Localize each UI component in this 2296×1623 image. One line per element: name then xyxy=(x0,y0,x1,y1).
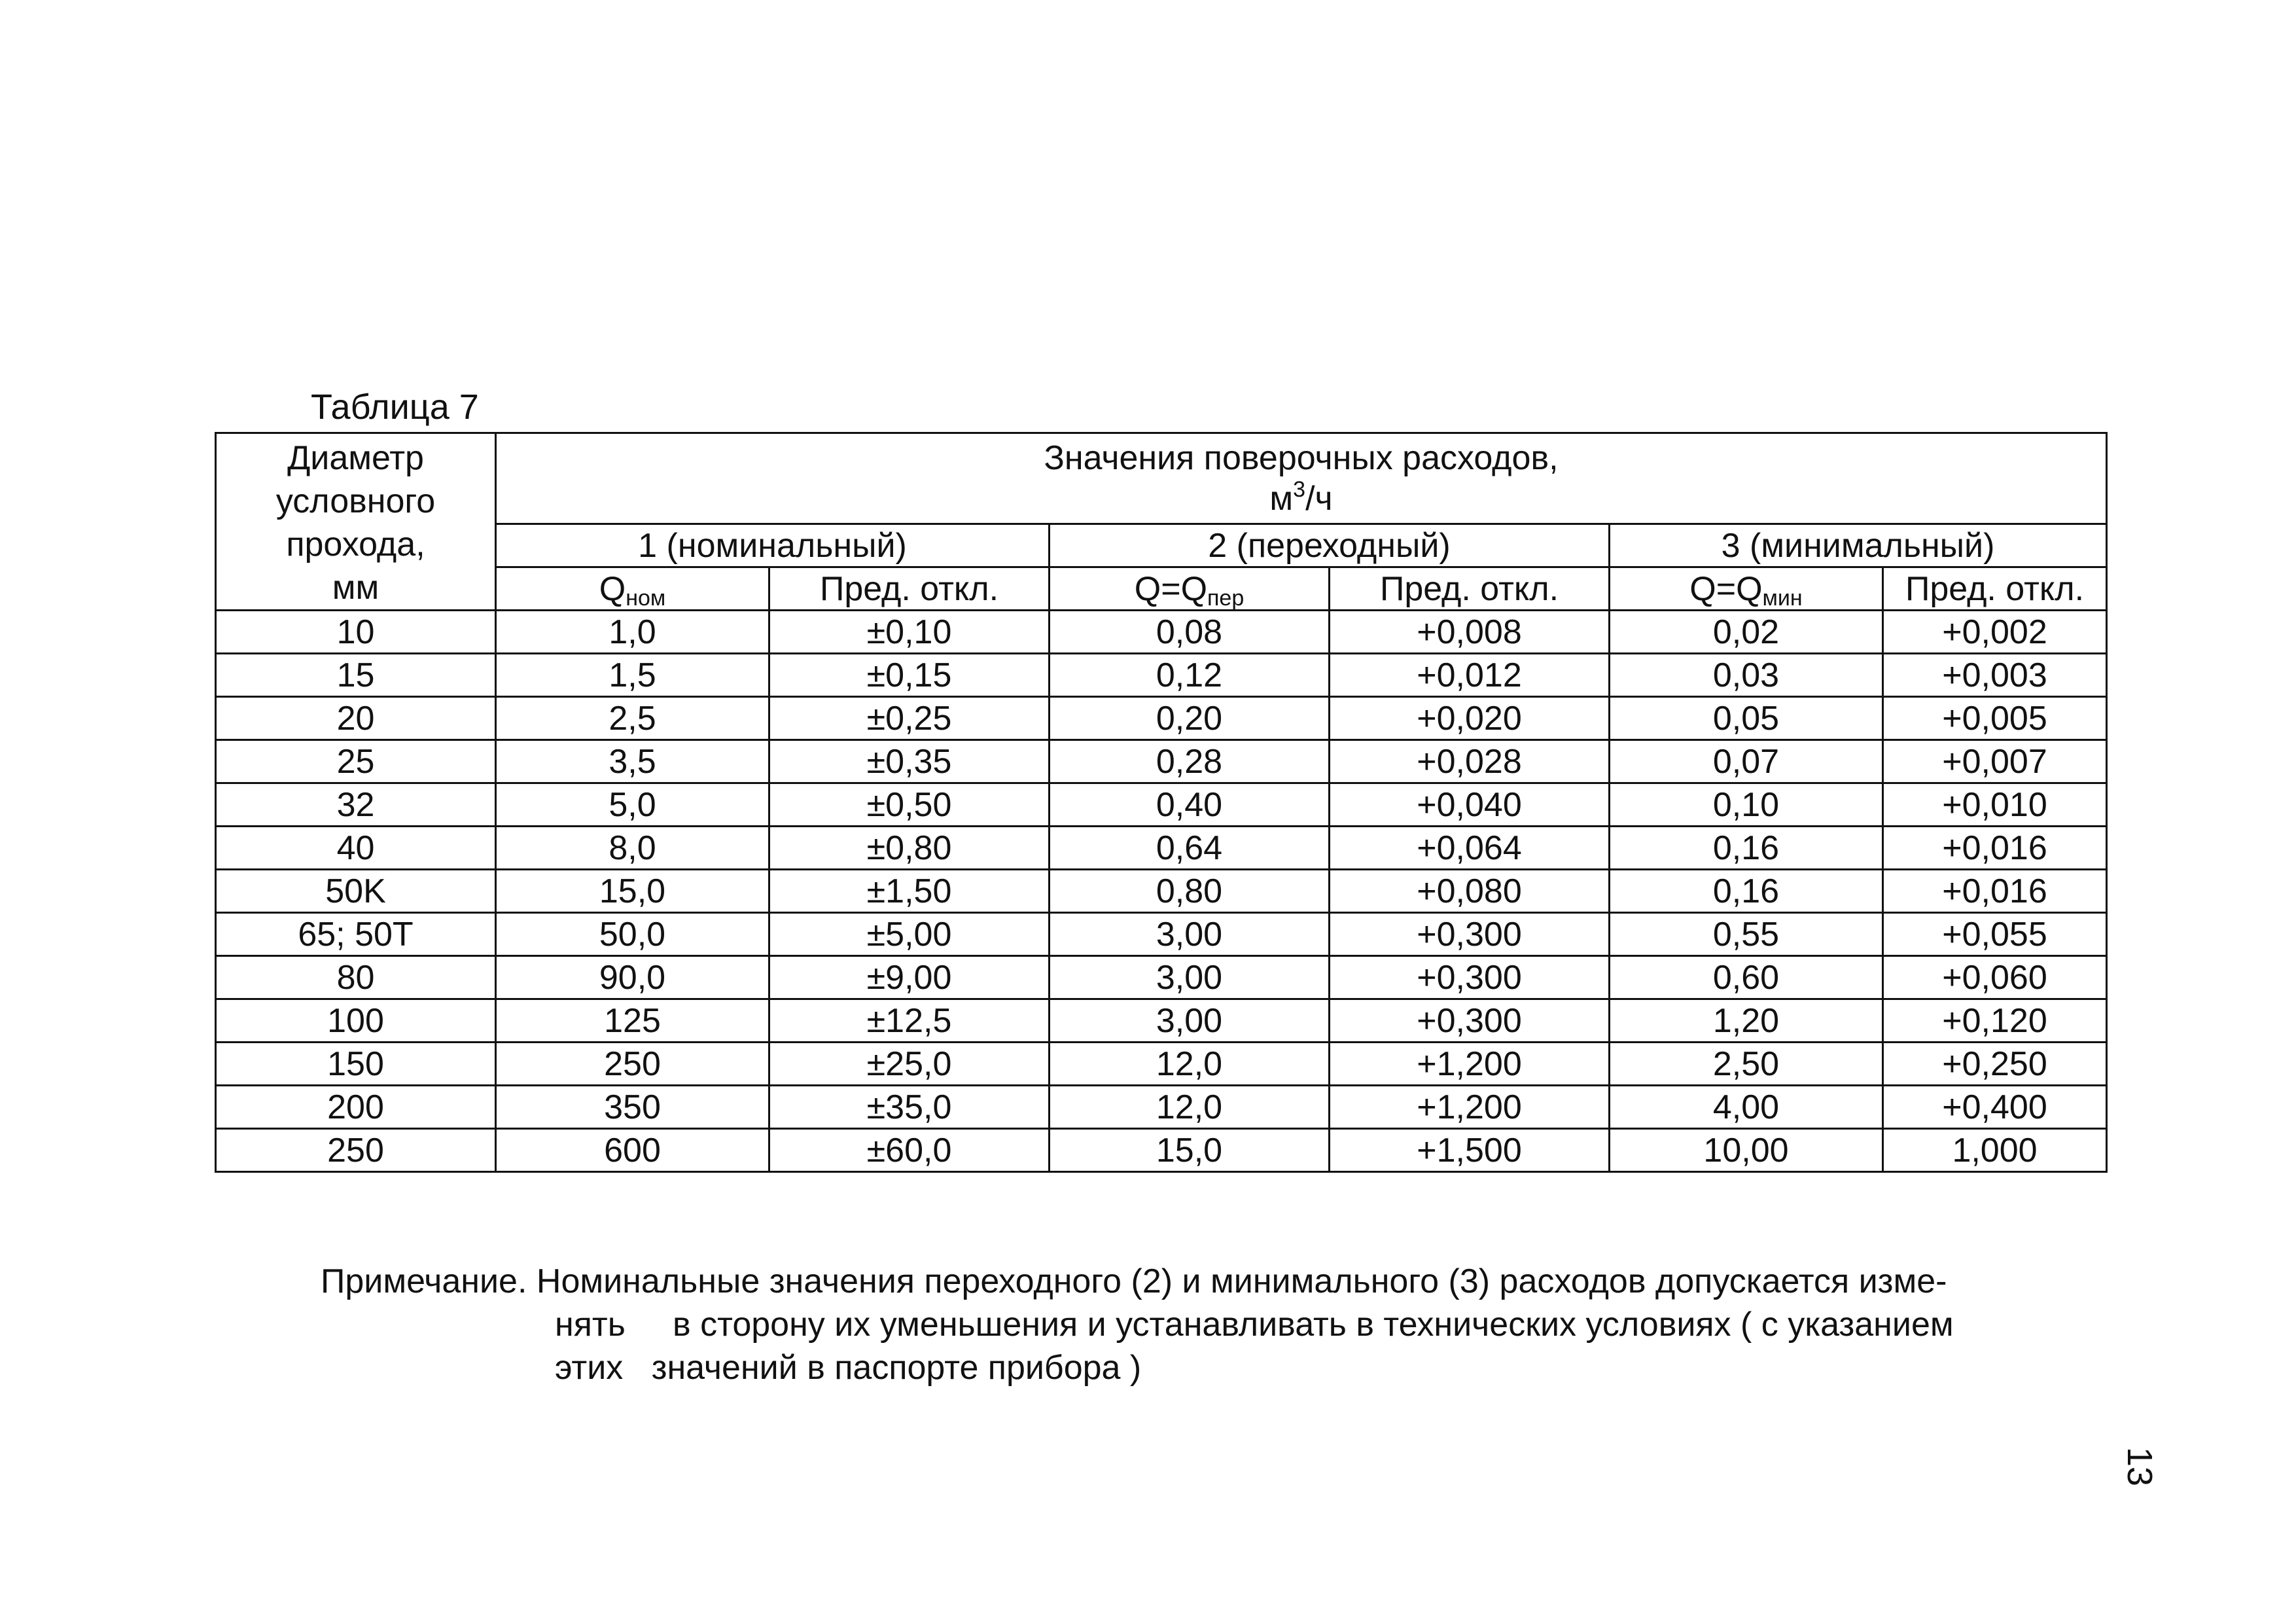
cell-dev-min: +0,060 xyxy=(1883,956,2107,999)
cell-dev-per: +0,040 xyxy=(1330,783,1610,827)
cell-dev-min: +0,120 xyxy=(1883,999,2107,1043)
header-diameter xyxy=(216,433,496,611)
cell-dev-nom: ±5,00 xyxy=(769,913,1050,956)
cell-dev-min: +0,003 xyxy=(1883,654,2107,697)
cell-dev-per: +0,300 xyxy=(1330,913,1610,956)
cell-q-nom: 3,5 xyxy=(496,740,769,783)
cell-dev-min: +0,016 xyxy=(1883,870,2107,913)
cell-dev-per: +1,200 xyxy=(1330,1043,1610,1086)
cell-dev-per: +1,500 xyxy=(1330,1129,1610,1172)
cell-q-min: 10,00 xyxy=(1610,1129,1883,1172)
page-number: 13 xyxy=(2120,1446,2160,1487)
header-unit: $м^3/ч$ xyxy=(1269,477,1333,518)
header-diameter-line: Диаметр xyxy=(287,439,424,477)
cell-q-min: 0,10 xyxy=(1610,783,1883,827)
table-row xyxy=(216,1129,2107,1172)
cell-q-nom: 8,0 xyxy=(496,827,769,870)
cell-diameter: 50K xyxy=(216,870,496,913)
cell-dev-nom: ±35,0 xyxy=(769,1086,1050,1129)
cell-dev-min: +0,250 xyxy=(1883,1043,2107,1086)
col-dev-nom: Пред. откл. xyxy=(769,567,1050,611)
cell-q-nom: 2,5 xyxy=(496,697,769,740)
cell-q-min: 0,16 xyxy=(1610,827,1883,870)
cell-q-min: 4,00 xyxy=(1610,1086,1883,1129)
cell-diameter: 10 xyxy=(216,611,496,654)
cell-q-nom: 90,0 xyxy=(496,956,769,999)
cell-dev-per: +0,012 xyxy=(1330,654,1610,697)
group-minimal: 3 (минимальный) xyxy=(1610,524,2107,567)
cell-q-nom: 125 xyxy=(496,999,769,1043)
cell-dev-per: +0,300 xyxy=(1330,999,1610,1043)
cell-diameter: 100 xyxy=(216,999,496,1043)
group-nominal: 1 (номинальный) xyxy=(496,524,1050,567)
cell-q-nom: 350 xyxy=(496,1086,769,1129)
group-transitional: 2 (переходный) xyxy=(1050,524,1610,567)
cell-dev-nom: ±25,0 xyxy=(769,1043,1050,1086)
cell-q-min: 0,55 xyxy=(1610,913,1883,956)
col-q-min: $Q=Q_{мин}$ xyxy=(1610,567,1883,611)
cell-dev-per: +1,200 xyxy=(1330,1086,1610,1129)
table-row xyxy=(216,870,2107,913)
table-row xyxy=(216,999,2107,1043)
cell-diameter: 200 xyxy=(216,1086,496,1129)
cell-q-nom: 1,5 xyxy=(496,654,769,697)
cell-q-per: 0,28 xyxy=(1050,740,1330,783)
col-dev-min: Пред. откл. xyxy=(1883,567,2107,611)
cell-q-per: 0,20 xyxy=(1050,697,1330,740)
col-q-nom: $Q_{ном}$ xyxy=(496,567,769,611)
cell-dev-nom: ±0,50 xyxy=(769,783,1050,827)
cell-dev-nom: ±9,00 xyxy=(769,956,1050,999)
cell-q-per: 0,12 xyxy=(1050,654,1330,697)
cell-diameter: 150 xyxy=(216,1043,496,1086)
cell-dev-per: +0,080 xyxy=(1330,870,1610,913)
note-line-2: нять в сторону их уменьшения и устанавливать в технических условиях ( с указанием xyxy=(555,1306,1954,1344)
table-row xyxy=(216,956,2107,999)
table-row xyxy=(216,1043,2107,1086)
table-row xyxy=(216,611,2107,654)
cell-q-min: 0,02 xyxy=(1610,611,1883,654)
cell-q-min: 2,50 xyxy=(1610,1043,1883,1086)
cell-dev-per: +0,020 xyxy=(1330,697,1610,740)
note-label: Примечание. xyxy=(321,1262,527,1300)
cell-q-per: 3,00 xyxy=(1050,999,1330,1043)
cell-q-nom: 250 xyxy=(496,1043,769,1086)
cell-q-nom: 5,0 xyxy=(496,783,769,827)
note-line-3: этих значений в паспорте прибора ) xyxy=(555,1349,1142,1387)
cell-q-min: 0,05 xyxy=(1610,697,1883,740)
cell-q-min: 1,20 xyxy=(1610,999,1883,1043)
table-row xyxy=(216,913,2107,956)
note-line-1: Примечание. Номинальные значения переходного (2) и минимального (3) расходов допускается изме- xyxy=(321,1262,1947,1300)
cell-dev-min: +0,055 xyxy=(1883,913,2107,956)
cell-dev-nom: ±0,15 xyxy=(769,654,1050,697)
verification-flow-table xyxy=(215,432,2108,1173)
cell-q-per: 0,08 xyxy=(1050,611,1330,654)
cell-q-per: 0,40 xyxy=(1050,783,1330,827)
cell-q-min: 0,07 xyxy=(1610,740,1883,783)
cell-dev-nom: ±0,80 xyxy=(769,827,1050,870)
cell-dev-min: +0,005 xyxy=(1883,697,2107,740)
cell-dev-min: +0,002 xyxy=(1883,611,2107,654)
cell-diameter: 32 xyxy=(216,783,496,827)
table-caption: Таблица 7 xyxy=(311,387,479,427)
cell-q-min: 0,03 xyxy=(1610,654,1883,697)
table-row xyxy=(216,697,2107,740)
table-body xyxy=(216,611,2107,1172)
cell-dev-nom: ±1,50 xyxy=(769,870,1050,913)
cell-q-per: 3,00 xyxy=(1050,956,1330,999)
header-diameter-line: мм xyxy=(332,569,380,607)
cell-dev-min: 1,000 xyxy=(1883,1129,2107,1172)
header-diameter-line: условного xyxy=(275,482,436,520)
cell-q-nom: 15,0 xyxy=(496,870,769,913)
cell-dev-min: +0,007 xyxy=(1883,740,2107,783)
col-dev-per: Пред. откл. xyxy=(1330,567,1610,611)
cell-diameter: 25 xyxy=(216,740,496,783)
header-diameter-line: прохода, xyxy=(286,526,425,563)
cell-q-nom: 1,0 xyxy=(496,611,769,654)
cell-dev-per: +0,300 xyxy=(1330,956,1610,999)
table-row xyxy=(216,827,2107,870)
cell-dev-nom: ±0,25 xyxy=(769,697,1050,740)
cell-diameter: 40 xyxy=(216,827,496,870)
cell-q-per: 15,0 xyxy=(1050,1129,1330,1172)
note xyxy=(321,1260,2100,1389)
cell-q-nom: 50,0 xyxy=(496,913,769,956)
cell-diameter: 15 xyxy=(216,654,496,697)
cell-q-per: 0,64 xyxy=(1050,827,1330,870)
col-q-per: $Q=Q_{пер}$ xyxy=(1050,567,1330,611)
cell-q-min: 0,16 xyxy=(1610,870,1883,913)
cell-q-per: 12,0 xyxy=(1050,1086,1330,1129)
cell-diameter: 65; 50T xyxy=(216,913,496,956)
cell-dev-per: +0,028 xyxy=(1330,740,1610,783)
cell-dev-nom: ±60,0 xyxy=(769,1129,1050,1172)
cell-dev-nom: ±12,5 xyxy=(769,999,1050,1043)
cell-q-per: 3,00 xyxy=(1050,913,1330,956)
cell-dev-min: +0,010 xyxy=(1883,783,2107,827)
cell-dev-nom: ±0,10 xyxy=(769,611,1050,654)
cell-diameter: 20 xyxy=(216,697,496,740)
cell-diameter: 80 xyxy=(216,956,496,999)
cell-dev-nom: ±0,35 xyxy=(769,740,1050,783)
cell-dev-per: +0,008 xyxy=(1330,611,1610,654)
table-row xyxy=(216,1086,2107,1129)
cell-q-per: 12,0 xyxy=(1050,1043,1330,1086)
cell-dev-min: +0,016 xyxy=(1883,827,2107,870)
cell-q-min: 0,60 xyxy=(1610,956,1883,999)
cell-q-per: 0,80 xyxy=(1050,870,1330,913)
cell-dev-per: +0,064 xyxy=(1330,827,1610,870)
table-row xyxy=(216,654,2107,697)
cell-q-nom: 600 xyxy=(496,1129,769,1172)
cell-diameter: 250 xyxy=(216,1129,496,1172)
header-flow-values xyxy=(496,433,2107,524)
cell-dev-min: +0,400 xyxy=(1883,1086,2107,1129)
header-title-line: Значения поверочных расходов, xyxy=(1044,439,1559,477)
table-row xyxy=(216,783,2107,827)
table-row xyxy=(216,740,2107,783)
